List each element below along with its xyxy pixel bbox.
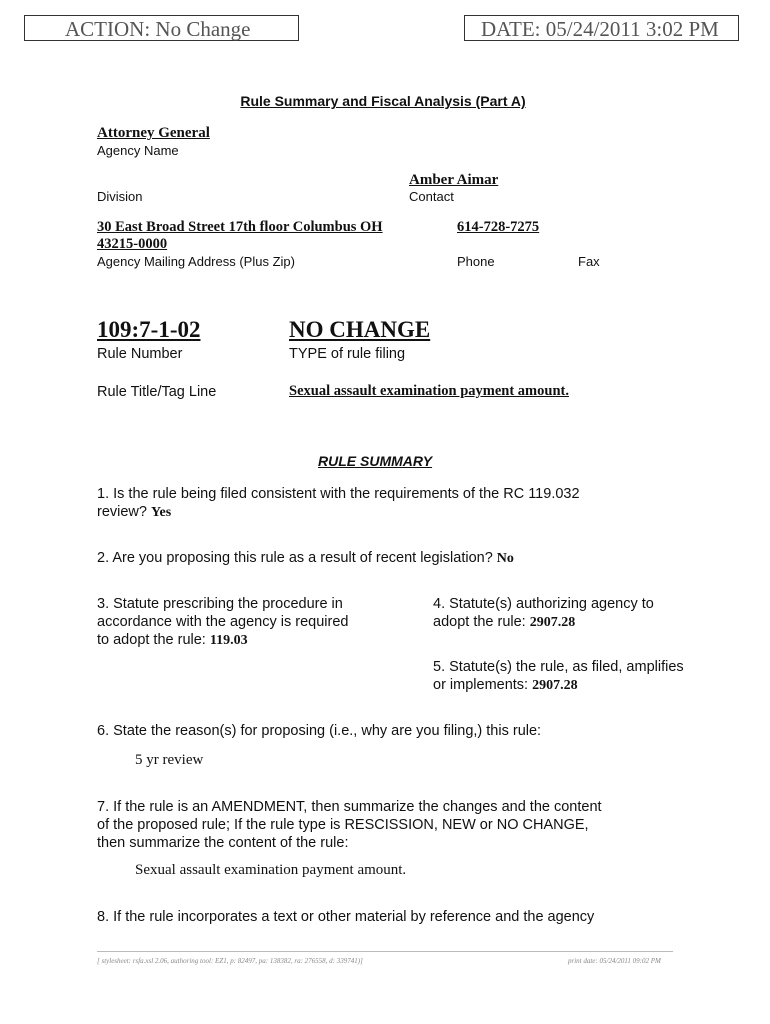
footer-divider xyxy=(97,951,673,952)
address-value xyxy=(97,219,383,253)
question-7 xyxy=(97,798,602,852)
question-5-line-2: or implements: xyxy=(433,677,529,693)
page-title: Rule Summary and Fiscal Analysis (Part A) xyxy=(240,93,526,109)
rule-number-label: Rule Number xyxy=(97,346,183,362)
question-3-line-2: accordance with the agency is required xyxy=(97,614,349,630)
action-text: ACTION: No Change xyxy=(65,17,251,41)
contact-label: Contact xyxy=(409,189,454,204)
rule-title-value: Sexual assault examination payment amount. xyxy=(289,383,569,399)
division-label: Division xyxy=(97,189,143,204)
question-7-answer: Sexual assault examination payment amount. xyxy=(135,862,407,878)
question-4-line-2: adopt the rule: xyxy=(433,614,526,630)
footer-print-date: print date: 05/24/2011 09:02 PM xyxy=(568,957,661,965)
question-2-answer: No xyxy=(496,551,514,566)
question-5-answer: 2907.28 xyxy=(532,678,578,693)
rule-type-label: TYPE of rule filing xyxy=(289,346,406,362)
phone-value: 614-728-7275 xyxy=(457,219,540,235)
agency-name-value: Attorney General xyxy=(97,125,210,141)
question-3-answer: 119.03 xyxy=(209,633,248,648)
question-1 xyxy=(97,485,580,522)
question-7-line-3: then summarize the content of the rule: xyxy=(97,835,349,851)
address-line-2: 43215-0000 xyxy=(97,236,168,252)
question-1-line-2: review? xyxy=(97,504,147,520)
contact-value: Amber Aimar xyxy=(409,172,499,188)
question-3-line-1: 3. Statute prescribing the procedure in xyxy=(97,596,343,612)
question-6-answer: 5 yr review xyxy=(135,752,204,768)
question-4-line-1: 4. Statute(s) authorizing agency to xyxy=(433,596,654,612)
question-5-line-1: 5. Statute(s) the rule, as filed, amplifies xyxy=(433,659,684,675)
date-text: DATE: 05/24/2011 3:02 PM xyxy=(481,17,719,41)
question-7-line-1: 7. If the rule is an AMENDMENT, then summarize the changes and the content xyxy=(97,799,602,815)
question-8: 8. If the rule incorporates a text or other material by reference and the agency xyxy=(97,909,595,925)
rule-number-value: 109:7-1-02 xyxy=(97,317,201,342)
question-2-text: 2. Are you proposing this rule as a result of recent legislation? xyxy=(97,550,493,566)
phone-label: Phone xyxy=(457,254,495,269)
question-4 xyxy=(433,595,654,632)
action-box xyxy=(24,15,299,41)
date-box xyxy=(464,15,739,41)
question-3-line-3: to adopt the rule: xyxy=(97,632,206,648)
question-1-answer: Yes xyxy=(151,505,172,520)
rule-type-value: NO CHANGE xyxy=(289,317,431,342)
question-1-line-1: 1. Is the rule being filed consistent with the requirements of the RC 119.032 xyxy=(97,486,580,502)
question-4-answer: 2907.28 xyxy=(529,615,576,630)
question-3 xyxy=(97,595,348,650)
question-5 xyxy=(433,658,684,695)
address-label: Agency Mailing Address (Plus Zip) xyxy=(97,254,295,269)
question-6: 6. State the reason(s) for proposing (i.e., why are you filing,) this rule: xyxy=(97,723,542,739)
question-2 xyxy=(97,549,514,568)
agency-name-label: Agency Name xyxy=(97,143,179,158)
fax-label: Fax xyxy=(578,254,600,269)
question-7-line-2: of the proposed rule; If the rule type is RESCISSION, NEW or NO CHANGE, xyxy=(97,817,589,833)
rule-title-label: Rule Title/Tag Line xyxy=(97,384,217,400)
footer-stylesheet-info: [ stylesheet: rsfa.xsl 2.06, authoring tool: EZ1, p: 82497, pa: 138382, ra: 276558, d: 339741)] xyxy=(97,957,363,965)
address-line-1: 30 East Broad Street 17th floor Columbus OH xyxy=(97,219,383,235)
rule-summary-heading: RULE SUMMARY xyxy=(318,453,433,469)
